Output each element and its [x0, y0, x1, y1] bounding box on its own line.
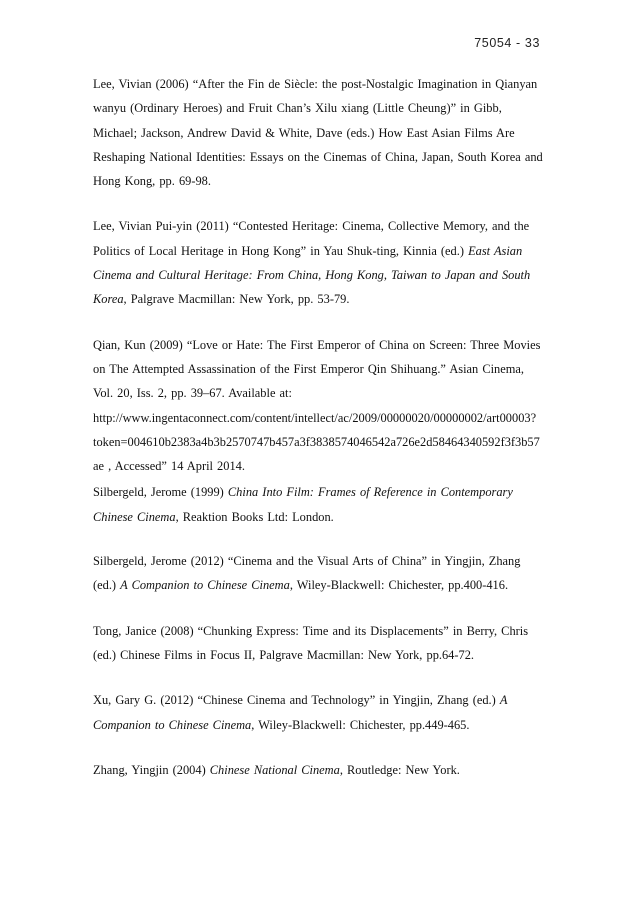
reference-tong-2008: Tong, Janice (2008) “Chunking Express: Time and its Displacements” in Berry, Chris (ed.) Chinese Films in Focus II, Palgrave Macmillan: New York, pp.64-72. — [93, 623, 529, 662]
reference-url — [93, 406, 545, 479]
reference-title: China Into Film: Frames of Reference in Contemporary Chinese Cinema — [93, 485, 513, 524]
reference-xu-2012 — [93, 688, 545, 737]
reference-list — [93, 72, 545, 782]
reference-text: , Accessed” 14 April 2014. — [108, 459, 245, 474]
reference-text: , Reaktion Books Ltd: London. — [175, 509, 334, 524]
reference-silbergeld-1999 — [93, 480, 545, 529]
reference-text: , Routledge: New York. — [339, 762, 460, 777]
reference-lee-2006: Lee, Vivian (2006) “After the Fin de Siècle: the post-Nostalgic Imagination in Qianyan wanyu (Ordinary Heroes) and Fruit Chan’s Xilu xiang (Little Cheung)” in Gibb, Michael; Jackson, Andrew David & White, Dave (eds.) How East Asian Films Are Reshaping National Identities: Essays on the Cinemas of China, Japan, South Korea and Hong Kong, pp. 69-98. — [93, 77, 543, 189]
reference-text: Zhang, Yingjin (2004) — [93, 762, 210, 777]
reference-qian-2009 — [93, 333, 545, 479]
reference-text: , Palgrave Macmillan: New York, pp. 53-79. — [123, 292, 350, 307]
reference-text: , Wiley-Blackwell: Chichester, pp.449-465. — [251, 717, 470, 732]
reference-title: A Companion to Chinese Cinema — [93, 693, 508, 732]
reference-title: East Asian Cinema and Cultural Heritage: From China, Hong Kong, Taiwan to Japan and South Korea — [93, 243, 531, 307]
reference-text: Silbergeld, Jerome (2012) “Cinema and the Visual Arts of China” in Yingjin, Zhang (ed.) — [93, 554, 521, 593]
page-number: 75054 - 33 — [474, 36, 540, 50]
reference-silbergeld-2012 — [93, 549, 545, 598]
reference-zhang-2004 — [93, 758, 545, 782]
reference-title: A Companion to Chinese Cinema — [120, 578, 290, 593]
reference-lee-2011 — [93, 214, 545, 311]
reference-text: Lee, Vivian Pui-yin (2011) “Contested Heritage: Cinema, Collective Memory, and the Politics of Local Heritage in Hong Kong” in Yau Shuk-ting, Kinnia (ed.) — [93, 219, 530, 258]
url-text: http://www.ingentaconnect.com/content/intellect/ac/2009/00000020/00000002/art00003?token=004610b2383a4b3b2570747b457a3f3838574046542a726e2d58464340592f3f3b57ae — [93, 410, 540, 474]
reference-title: Chinese National Cinema — [209, 762, 340, 777]
reference-text: Xu, Gary G. (2012) “Chinese Cinema and Technology” in Yingjin, Zhang (ed.) — [93, 693, 500, 708]
reference-text: Qian, Kun (2009) “Love or Hate: The First Emperor of China on Screen: Three Movies on The Attempted Assassination of the First Emperor Qin Shihuang.” Asian Cinema, Vol. 20, Iss. 2, pp. 39–67. Available at: — [93, 337, 541, 401]
reference-text: , Wiley-Blackwell: Chichester, pp.400-416. — [289, 578, 509, 593]
reference-text: Silbergeld, Jerome (1999) — [93, 485, 228, 500]
